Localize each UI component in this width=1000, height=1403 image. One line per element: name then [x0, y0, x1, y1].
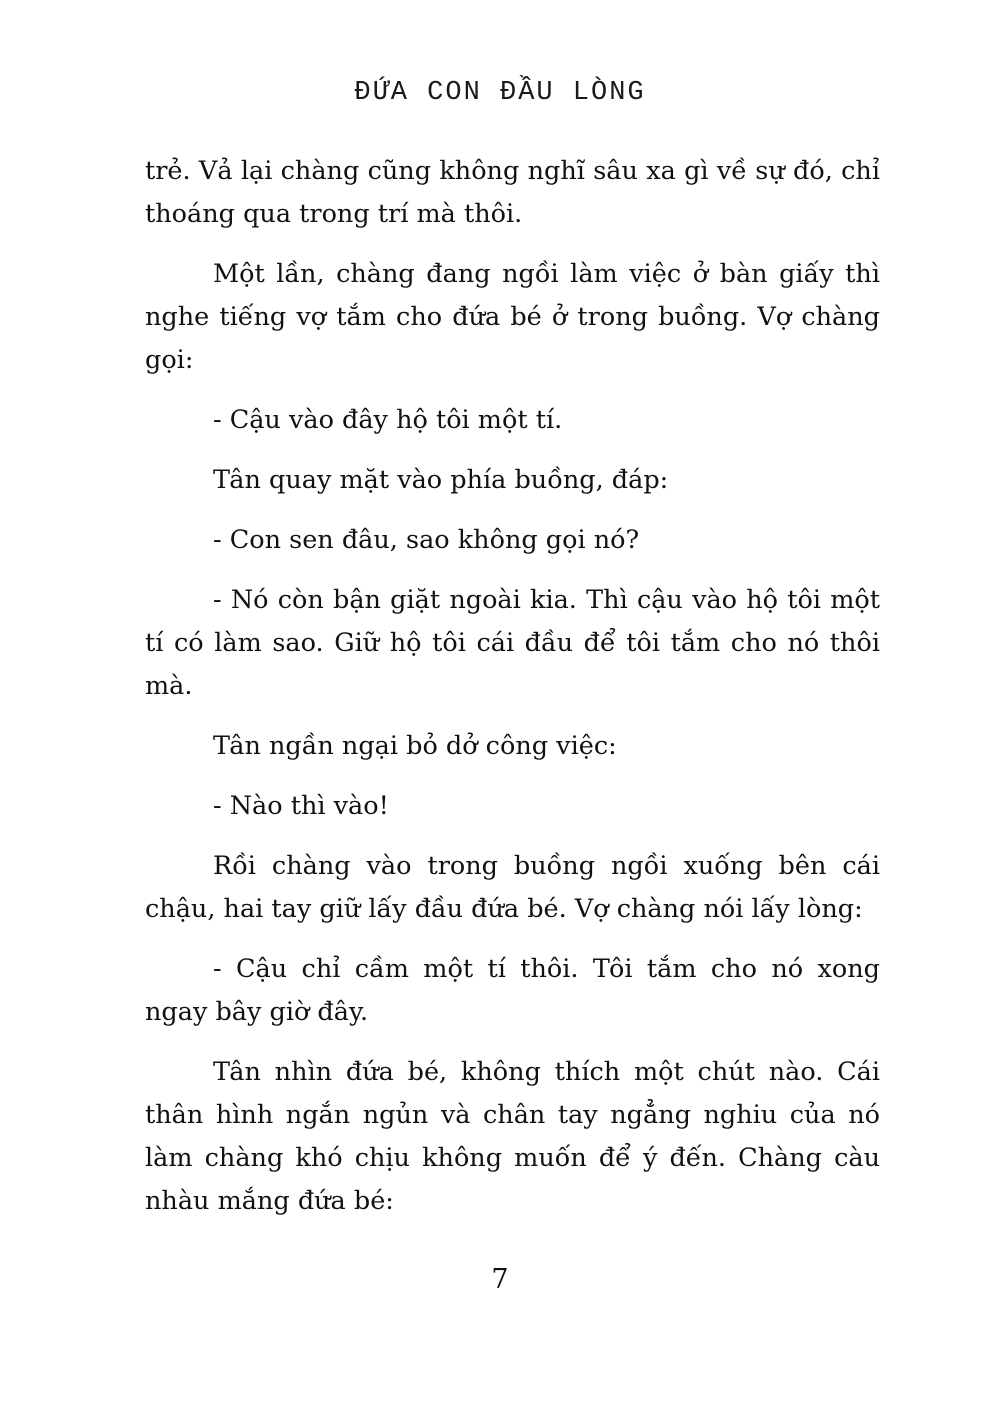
- paragraph-6: - Nó còn bận giặt ngoài kia. Thì cậu vào hộ tôi một tí có làm sao. Giữ hộ tôi cái đầu để tôi tắm cho nó thôi mà.: [145, 585, 880, 701]
- paragraph-3: - Cậu vào đây hộ tôi một tí.: [213, 405, 563, 435]
- paragraph-2: Một lần, chàng đang ngồi làm việc ở bàn giấy thì nghe tiếng vợ tắm cho đứa bé ở trong buồng. Vợ chàng gọi:: [145, 259, 880, 375]
- body-text: [145, 150, 880, 1240]
- paragraph-11: Tân nhìn đứa bé, không thích một chút nào. Cái thân hình ngắn ngủn và chân tay ngẳng nghiu của nó làm chàng khó chịu không muốn để ý đến. Chàng càu nhàu mắng đứa bé:: [145, 1057, 880, 1216]
- paragraph-4: Tân quay mặt vào phía buồng, đáp:: [213, 465, 669, 495]
- page-number: 7: [491, 1264, 509, 1295]
- paragraph-10: - Cậu chỉ cầm một tí thôi. Tôi tắm cho nó xong ngay bây giờ đây.: [145, 954, 880, 1027]
- paragraph-1: trẻ. Vả lại chàng cũng không nghĩ sâu xa gì về sự đó, chỉ thoáng qua trong trí mà thôi.: [145, 156, 880, 229]
- paragraph-8: - Nào thì vào!: [213, 791, 389, 821]
- paragraph-7: Tân ngần ngại bỏ dở công việc:: [213, 731, 617, 761]
- paragraph-9: Rồi chàng vào trong buồng ngồi xuống bên cái chậu, hai tay giữ lấy đầu đứa bé. Vợ chàng nói lấy lòng:: [145, 851, 880, 924]
- running-header: ĐỨA CON ĐẦU LÒNG: [354, 78, 646, 108]
- paragraph-5: - Con sen đâu, sao không gọi nó?: [213, 525, 640, 555]
